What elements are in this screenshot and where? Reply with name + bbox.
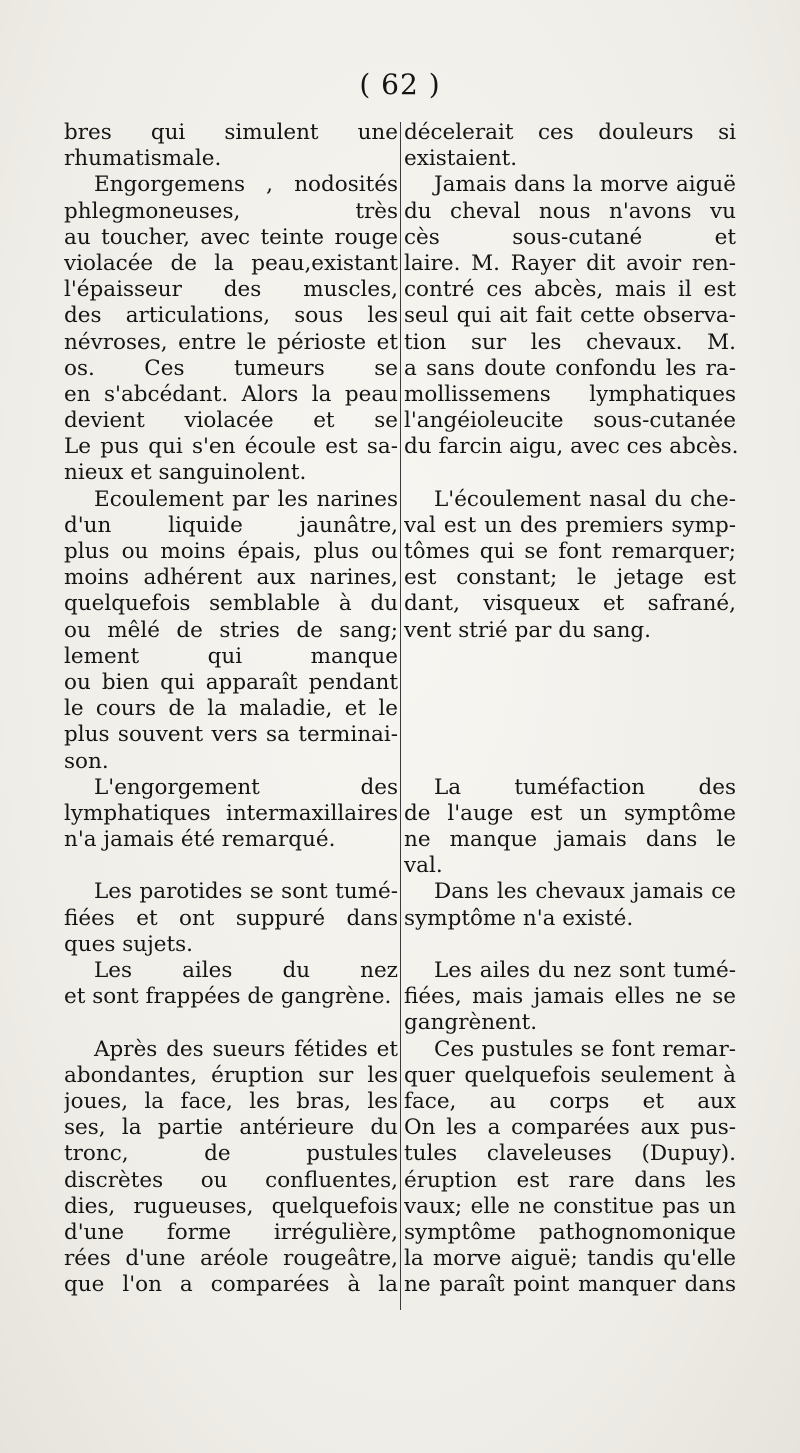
text-line: l'épaisseur des muscles,	[64, 277, 398, 303]
text-line: joues, la face, les bras, les	[64, 1088, 398, 1114]
column-divider	[400, 122, 401, 1310]
text-line: dies, rugueuses, quelquefois	[64, 1193, 398, 1219]
text-line: phlegmoneuses, très	[64, 198, 398, 224]
text-line: lement qui manque	[64, 643, 398, 669]
text-line: que l'on a comparées à la	[64, 1272, 398, 1298]
text-line: fiées et ont suppuré dans	[64, 905, 398, 931]
text-line: Les parotides se sont tumé-	[94, 879, 398, 905]
text-line: lymphatiques intermaxillaires	[64, 800, 398, 826]
text-line: Les ailes du nez sont tumé-	[434, 958, 736, 983]
paragraph-gap	[404, 932, 736, 958]
text-line: Après des sueurs fétides et	[94, 1036, 398, 1062]
text-line: névroses, entre le périoste et	[64, 329, 398, 355]
text-line: moins adhérent aux narines,	[64, 565, 398, 591]
text-line: seul qui ait fait cette observa-	[404, 303, 736, 329]
text-line: au toucher, avec teinte rouge	[64, 224, 398, 250]
page-number: ( 62 )	[359, 68, 441, 101]
text-line: On les a comparées aux pus-	[404, 1115, 736, 1141]
text-line: La tuméfaction des	[434, 774, 736, 800]
text-line: ne manque jamais dans le	[404, 827, 736, 853]
text-line: devient violacée et se	[64, 408, 398, 434]
text-line: vent strié par du sang.	[404, 617, 652, 643]
text-line: ses, la partie antérieure du	[64, 1115, 398, 1141]
paragraph-gap	[404, 749, 736, 775]
text-line: L'écoulement nasal du che-	[434, 486, 736, 512]
text-line: laire. M. Rayer dit avoir ren-	[404, 250, 736, 276]
text-line: nieux et sanguinolent.	[64, 460, 307, 486]
text-line: n'a jamais été remarqué.	[64, 827, 336, 853]
text-line: dant, visqueux et safrané,	[404, 591, 736, 617]
text-line: quelquefois semblable à du	[64, 591, 398, 617]
text-line: plus souvent vers sa terminai-	[64, 722, 398, 748]
text-line: l'angéioleucite sous-cutanée	[404, 408, 736, 434]
text-line: fiées, mais jamais elles ne se	[404, 984, 736, 1010]
text-line: du cheval nous n'avons vu	[404, 198, 736, 224]
text-line: a sans doute confondu les ra-	[404, 355, 736, 381]
text-line: vaux; elle ne constitue pas un	[404, 1193, 736, 1219]
text-line: symptôme pathognomonique	[404, 1219, 736, 1245]
text-line: Jamais dans la morve aiguë	[434, 172, 736, 198]
text-line: Dans les chevaux jamais ce	[434, 879, 736, 905]
text-line: ne paraît point manquer dans	[404, 1272, 736, 1298]
text-line: décelerait ces douleurs si	[404, 120, 736, 145]
text-line: symptôme n'a existé.	[404, 905, 634, 931]
text-line: bres qui simulent une	[64, 120, 398, 145]
text-line: violacée de la peau,existant	[64, 250, 398, 276]
text-line: d'une forme irrégulière,	[64, 1219, 398, 1245]
text-line: rées d'une aréole rougeâtre,	[64, 1246, 398, 1272]
text-line: Le pus qui s'en écoule est sa-	[64, 434, 398, 460]
paragraph-gap	[404, 644, 736, 670]
text-line: plus ou moins épais, plus ou	[64, 539, 398, 564]
text-line: le cours de la maladie, et le	[64, 696, 398, 722]
text-line: Engorgemens , nodosités	[94, 172, 398, 198]
text-line: de l'auge est un symptôme	[404, 800, 736, 826]
text-line: est constant; le jetage est	[404, 565, 736, 591]
text-line: existaient.	[404, 146, 518, 172]
text-line: mollissemens lymphatiques	[404, 381, 736, 407]
text-line: du farcin aigu, avec ces abcès.	[404, 434, 739, 460]
text-line: Les ailes du nez	[94, 958, 398, 983]
text-line: discrètes ou confluentes,	[64, 1167, 398, 1193]
text-line: la morve aiguë; tandis qu'elle	[404, 1246, 736, 1272]
text-line: cès sous-cutané et	[404, 224, 736, 250]
paragraph-gap	[404, 670, 736, 696]
text-line: Ecoulement par les narines	[94, 486, 398, 512]
text-line: son.	[64, 748, 109, 774]
text-line: tion sur les chevaux. M.	[404, 329, 736, 355]
text-line: contré ces abcès, mais il est	[404, 277, 736, 303]
text-line: quer quelquefois seulement à	[404, 1062, 736, 1088]
paragraph-gap	[404, 722, 736, 748]
text-line: ou mêlé de stries de sang;	[64, 617, 398, 643]
text-line: rhumatismale.	[64, 146, 222, 172]
text-line: ou bien qui apparaît pendant	[64, 669, 398, 695]
text-line: L'engorgement des	[94, 774, 398, 800]
left-column	[64, 120, 398, 1298]
text-line: d'un liquide jaunâtre,	[64, 512, 398, 538]
text-line: ques sujets.	[64, 931, 193, 957]
text-line: en s'abcédant. Alors la peau	[64, 381, 398, 407]
text-line: abondantes, éruption sur les	[64, 1062, 398, 1088]
text-line: tronc, de pustules	[64, 1141, 398, 1167]
text-line: éruption est rare dans les	[404, 1167, 736, 1193]
text-line: gangrènent.	[404, 1010, 538, 1036]
text-line: val est un des premiers symp-	[404, 512, 736, 538]
text-line: et sont frappées de gangrène.	[64, 984, 392, 1010]
text-line: val.	[404, 853, 443, 879]
paragraph-gap	[64, 853, 398, 879]
text-line: os. Ces tumeurs se	[64, 355, 398, 381]
text-line: tules claveleuses (Dupuy).	[404, 1141, 736, 1167]
text-line: des articulations, sous les	[64, 303, 398, 329]
paragraph-gap	[64, 1010, 398, 1036]
right-column	[404, 120, 739, 1298]
text-line: face, au corps et aux	[404, 1088, 736, 1114]
paragraph-gap	[404, 696, 736, 722]
text-line: Ces pustules se font remar-	[434, 1036, 736, 1062]
text-line: tômes qui se font remarquer;	[404, 539, 736, 564]
paragraph-gap	[404, 460, 736, 486]
